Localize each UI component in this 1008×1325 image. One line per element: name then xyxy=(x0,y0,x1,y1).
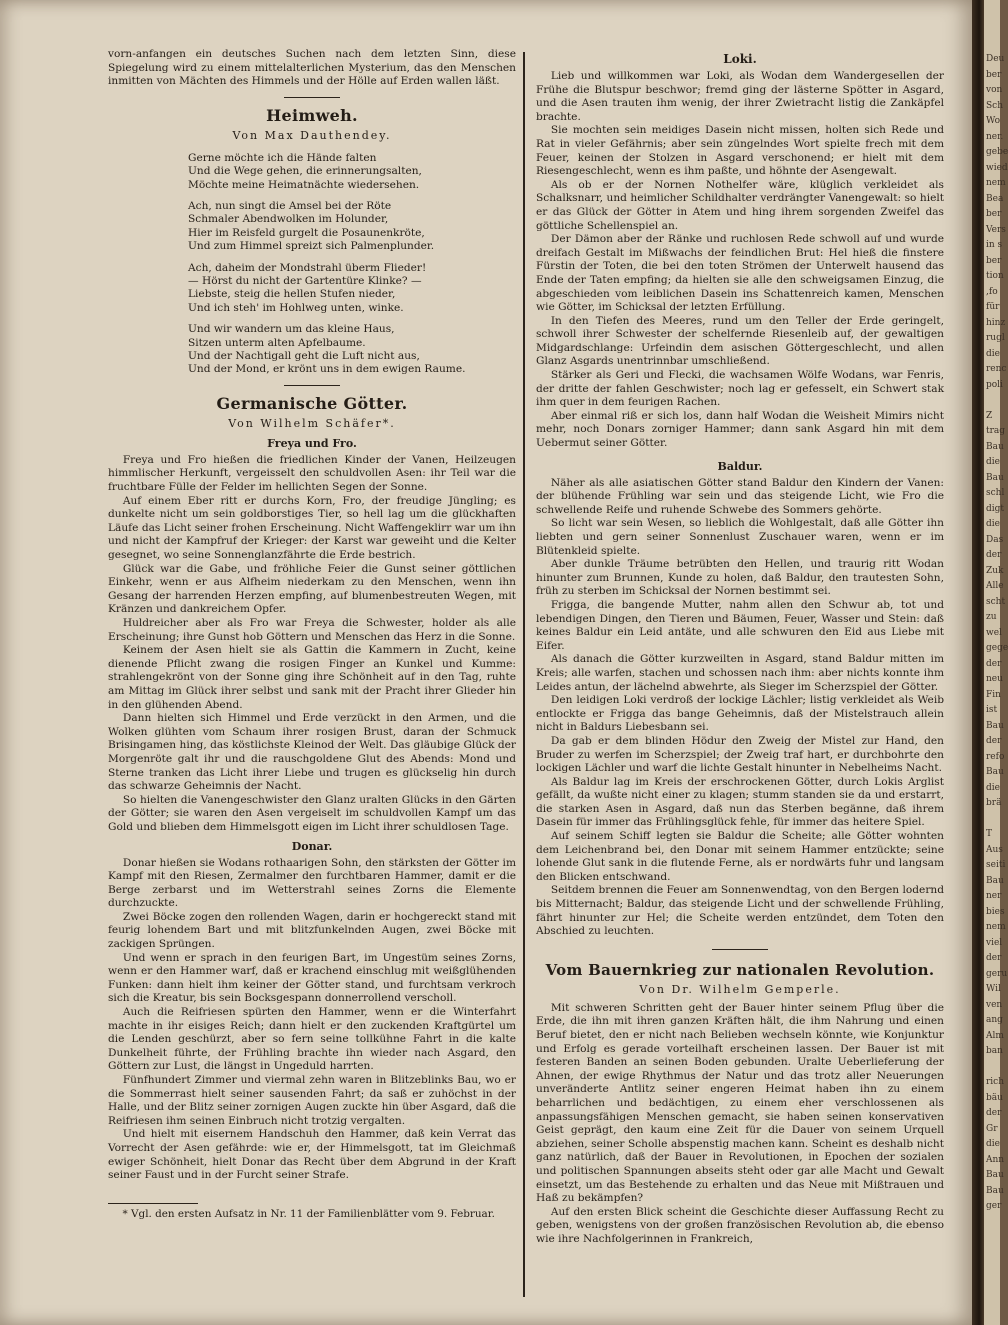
paragraph: Da gab er dem blinden Hödur den Zweig der Mistel zur Hand, den Bruder zu werfen im Scherzspiel; der Zweig traf hart, er durchbohrte den lockigen Lächler und warf die lichte Gestalt hinunter in Nebelheims Nacht. xyxy=(536,734,944,775)
fragment-line: ber xyxy=(986,69,1002,80)
poem-stanza xyxy=(188,200,516,254)
paragraph: Den leidigen Loki verdroß der lockige Lächler; listig verkleidet als Weib entlockte er Frigga das bange Geheimnis, daß der Mistelstrauch allein nicht in Baldurs Liebesbann sei. xyxy=(536,694,944,734)
fragment-line: Bau xyxy=(986,472,1004,483)
fragment-line: rich xyxy=(986,1077,1005,1087)
bauern-text xyxy=(536,1002,944,1247)
fragment-line: ber xyxy=(986,209,1002,219)
paragraph: Mit schweren Schritten geht der Bauer hinter seinem Pflug über die Erde, die ihn mit ihren ganzen Kräften hält, die ihm Nahrung und einen Beruf bietet, den er nicht nach Belieben wechseln könnte, wie Konjunktur und Erfolg es gerade vorteilhaft erscheinen lassen. Der Bauer ist mit festeren Banden an seinen Boden gebunden. Uralte Ueberlieferung der Ahnen, der ewige Rhythmus der Natur und das trotz aller Neuerungen unveränderte Antlitz seiner engeren Heimat haben ihn zu einem beharrlichen und bedächtigen, zu einem eher verschlossenen als anpassungsfähigen Menschen gemacht, sie haben seinen konservativen Geist geprägt, den kaum eine Zeit für die Dauer von seinem Urquell abziehen, seiner Scholle abspenstig machen kann. Scheint es deshalb nicht ganz natürlich, daß der Bauer in Revolutionen, in Epochen der sozialen und politischen Spannungen abseits steht oder gar alle Macht und Gewalt einsetzt, um das Bestehende zu erhalten und das Neue mit Mißtrauen und Haß zu bekämpfen? xyxy=(536,1001,944,1205)
fragment-line: Ann xyxy=(986,1154,1005,1165)
fragment-line: gebe xyxy=(986,147,1008,157)
section-rule xyxy=(284,97,340,98)
poem-line: Ach, daheim der Mondstrahl überm Flieder! xyxy=(188,261,427,274)
fragment-line: der xyxy=(986,550,1002,560)
poem-line: Liebste, steig die hellen Stufen nieder, xyxy=(188,288,396,301)
fragment-line: scht xyxy=(986,596,1006,607)
paragraph: Stärker als Geri und Flecki, die wachsamen Wölfe Wodans, war Fenris, der dritte der fahlen Geschwister; noch lag er gefesselt, ein Schwert stak ihm quer in dem feurigen Rachen. xyxy=(536,369,944,409)
fragment-line: Wil xyxy=(986,984,1001,994)
poem-line: Und der Nachtigall geht die Luft nicht aus, xyxy=(188,350,420,363)
fragment-line: die xyxy=(986,457,1000,467)
goetter-title: Germanische Götter. xyxy=(216,393,408,413)
fragment-line: nem xyxy=(986,178,1006,188)
paragraph: Näher als alle asiatischen Götter stand Baldur den Kindern der Vanen: der blühende Frühling war sein und das steigende Licht, wie Fro die schwellende Reife und ruhende Schwebe des Sommers gehörte. xyxy=(536,476,944,516)
poem-line: Hier im Reisfeld gurgelt die Posaunenkröte, xyxy=(188,226,425,239)
fragment-line: Das xyxy=(986,534,1004,545)
heimweh-poem xyxy=(188,152,516,377)
fragment-line: Bea xyxy=(986,193,1004,204)
heimweh-title: Heimweh. xyxy=(266,105,358,125)
fragment-line: der xyxy=(986,953,1002,963)
paragraph: Sie mochten sein meidiges Dasein nicht missen, holten sich Rede und Rat in vieler Gefährnis; aber sein züngelndes Wort spielte frech mit dem Feuer, keinen der Stolzen in Asgard verschonend; er hielt mit dem Riesengeschlecht, wenn es ihm paßte, und höhnte der Asengewalt. xyxy=(536,124,944,178)
fragment-line: ist xyxy=(986,705,998,715)
fragment-line: ban xyxy=(986,1046,1003,1056)
paragraph: Freya und Fro hießen die friedlichen Kinder der Vanen, Heilzeugen himmlischer Herkunft, vergeisselt den schuldvollen Asen: ihr Teil war die fruchtbare Fülle der Felder im hellichten Segen der Sonne. xyxy=(108,453,516,494)
fragment-line: Vers xyxy=(986,224,1006,235)
fragment-line: rugl xyxy=(986,333,1005,343)
fragment-line: digt xyxy=(986,503,1005,514)
paragraph: Zwei Böcke zogen den rollenden Wagen, darin er hochgereckt stand mit feurig lohendem Bart und mit blitzfunkelnden Augen, zwei Böcke mit zackigen Sprüngen. xyxy=(108,910,516,951)
fragment-line: ber xyxy=(986,255,1002,266)
paragraph: Auf den ersten Blick scheint die Geschichte dieser Auffassung Recht zu geben, wenigstens von der großen französischen Revolution ab, die ebenso wie ihre Nachfolgerinnen in Frankreich, xyxy=(536,1205,944,1245)
poem-line: — Hörst du nicht der Gartentüre Klinke? — xyxy=(188,275,422,288)
freya-text xyxy=(108,454,516,835)
paragraph: So hielten die Vanengeschwister den Glanz uralten Glücks in den Gärten der Götter; sie waren den Asen vergeiselt im schuldvollen Kampf um das Gold und blieben dem Himmelsgott eigen im Licht ihrer schuldlosen Tage. xyxy=(108,793,516,833)
fragment-line: Deu xyxy=(986,54,1005,64)
fragment-line: brä xyxy=(986,798,1002,808)
paragraph: Auf seinem Schiff legten sie Baldur die Scheite; alle Götter wohnten dem Leichenbrand bei, den Donar mit seinem Hammer entzückte; seine lohende Glut sank in die flutende Ferne, als er nordwärts fuhr und langsam den Blicken entschwand. xyxy=(536,830,944,883)
paragraph: So licht war sein Wesen, so lieblich die Wohlgestalt, daß alle Götter ihn liebten und gern seiner Sonnenlust Zuschauer waren, wenn er im Blütenkleid spielte. xyxy=(536,517,944,557)
fragment-line: für xyxy=(986,302,1000,312)
fragment-line: T xyxy=(986,829,993,839)
fragment-line: von xyxy=(986,85,1003,95)
column-divider xyxy=(523,52,525,1297)
fragment-line: neu xyxy=(986,674,1003,684)
baldur-heading: Baldur. xyxy=(717,459,763,473)
fragment-line: gege xyxy=(986,643,1008,653)
footnote-rule xyxy=(108,1203,198,1204)
paragraph: Frigga, die bangende Mutter, nahm allen den Schwur ab, tot und lebendigen Dingen, den Tieren und Bäumen, Feuer, Wasser und Stein: daß keines Baldur ein Leid antäte, und alle schwuren den Eid aus Liebe mit Eifer. xyxy=(536,598,944,652)
fragment-line xyxy=(986,393,1000,409)
fragment-line: wied xyxy=(986,162,1008,173)
fragment-line: die xyxy=(986,348,1000,359)
paragraph: Fünfhundert Zimmer und viermal zehn waren in Blitzeblinks Bau, wo er die Sommerrast hielt seiner sausenden Fahrt; da saß er zuhöchst in der Halle, und der Blitz seiner zornigen Augen zuckte hin über Asgard, daß die Reifriesen ihm seinen Einbruch nicht trotzig vergalten. xyxy=(108,1074,516,1127)
fragment-line: Fin xyxy=(986,689,1001,700)
fragment-line: geru xyxy=(986,968,1008,979)
fragment-line: Bau xyxy=(986,1185,1004,1196)
freya-heading: Freya und Fro. xyxy=(267,436,357,450)
fragment-line: die xyxy=(986,782,1000,793)
fragment-line: die xyxy=(986,1139,1000,1149)
left-column xyxy=(108,48,516,1221)
fragment-line: schl xyxy=(986,488,1005,498)
section-rule xyxy=(284,385,340,386)
paragraph: Huldreicher aber als Fro war Freya die Schwester, holder als alle Erscheinung; ihre Gunst hob Göttern und Menschen das Herz in die Sonne. xyxy=(108,617,516,643)
fragment-line: wel xyxy=(986,627,1002,638)
paragraph: Lieb und willkommen war Loki, als Wodan dem Wandergesellen der Frühe die Blutspur beschwor; fremd ging der lästerne Spötter in Asgard, und die Asen trauten ihm wenig, der ihrer Zwietracht listig die Zankäpfel brachte. xyxy=(536,70,944,123)
fragment-line: Zuk xyxy=(986,565,1004,576)
donar-heading: Donar. xyxy=(291,839,333,853)
fragment-line: Bau xyxy=(986,441,1004,452)
footnote-text: * Vgl. den ersten Aufsatz in Nr. 11 der Familienblätter vom 9. Februar. xyxy=(122,1207,495,1220)
poem-line: Schmaler Abendwolken im Holunder, xyxy=(188,213,389,226)
footnote xyxy=(108,1203,516,1222)
bauern-title: Vom Bauernkrieg zur nationalen Revolution. xyxy=(545,960,935,979)
fragment-line: hinz xyxy=(986,317,1006,328)
right-column xyxy=(536,48,944,1247)
fragment-line: der xyxy=(986,736,1002,746)
fragment-line: Gr xyxy=(986,1123,998,1134)
paragraph: Aber dunkle Träume betrübten den Hellen, und traurig ritt Wodan hinunter zum Brunnen, Kunde zu holen, daß Baldur, den trautesten Sohn, früh zu sterben im Schicksal der Nornen bestimmt sei. xyxy=(536,558,944,598)
fragment-line: die xyxy=(986,519,1000,529)
fragment-line: der xyxy=(986,1108,1002,1118)
poem-stanza xyxy=(188,152,516,192)
section-rule xyxy=(712,949,768,950)
goetter-byline: Von Wilhelm Schäfer*. xyxy=(228,416,396,430)
heimweh-byline: Von Max Dauthendey. xyxy=(232,128,392,142)
paragraph: Keinem der Asen hielt sie als Gattin die Kammern in Zucht, keine dienende Pflicht zwang die rosigen Finger an Kunkel und Kumme: strahlengekrönt von der Sonne ging ihre Schönheit auf in den Tag, ruhte am Mittag im Glück ihrer selbst und sank mit der Pracht ihrer Glieder hin in den glühenden Abend. xyxy=(108,644,516,711)
fragment-line: Bau xyxy=(986,767,1004,777)
poem-line: Ach, nun singt die Amsel bei der Röte xyxy=(188,200,392,212)
loki-text xyxy=(536,70,944,451)
poem-stanza xyxy=(188,323,516,377)
paragraph: Und hielt mit eisernem Handschuh den Hammer, daß kein Verrat das Vorrecht der Asen gefährde: wie er, der Himmelsgott, tat im Gleichmaß ewiger Schönheit, hielt Donar das Recht über dem Abgrund in der Kraft seiner Faust und in der Furcht seiner Strafe. xyxy=(108,1128,516,1182)
paragraph: In den Tiefen des Meeres, rund um den Teller der Erde geringelt, schwoll ihrer Schwester der schelfernde Riesenleib auf, der gewaltigen Midgardschlange: Urfeindin dem asischen Göttergeschlecht, und allen Glanz Asgards unentrinnbar umschließend. xyxy=(536,314,944,368)
donar-text xyxy=(108,857,516,1183)
paragraph: Aber einmal riß er sich los, dann half Wodan die Weisheit Mimirs nicht mehr, noch Donars zorniger Hammer; dann sank Asgard hin mit dem Uebermut seiner Götter. xyxy=(536,409,944,450)
fragment-line: poli xyxy=(986,379,1003,390)
poem-stanza xyxy=(188,262,516,316)
paragraph: Glück war die Gabe, und fröhliche Feier die Gunst seiner göttlichen Einkehr, wenn er aus Alfheim niederkam zu den Menschen, wenn ihn Gesang der harrenden Herzen empfing, auf blumenbestreuten Wegen, mit Kränzen und dankreichem Opfer. xyxy=(108,562,516,616)
fragment-line: Sch xyxy=(986,100,1004,111)
fragment-line: Alle xyxy=(986,581,1004,591)
fragment-line: Z xyxy=(986,410,993,421)
baldur-text xyxy=(536,477,944,939)
paragraph: Der Dämon aber der Ränke und ruchlosen Rede schwoll auf und wurde dreifach Gestalt im Mißwachs der feindlichen Brut: Hel hieß die finstere Fürstin der Toten, die bei den toten Strömen der Unterwelt hausend das Ende der Taten empfing; da hielten sie alle den schweigsamen Einzug, die abgeschieden vom leiblichen Dasein ins Schattenreich kamen, Menschen wie Götter, im Schicksal der letzten Erfüllung. xyxy=(536,233,944,314)
intro-paragraph: vorn-anfangen ein deutsches Suchen nach dem letzten Sinn, diese Spiegelung wird zu einem mittelalterlichen Mysterium, das den Menschen inmitten von Mächten des Himmels und der Hölle auf Erden wallen läßt. xyxy=(108,48,516,88)
poem-line: Und die Wege gehen, die erinnerungsalten, xyxy=(188,165,422,178)
fragment-line: refo xyxy=(986,751,1005,762)
poem-line: Gerne möchte ich die Hände falten xyxy=(188,151,377,164)
fragment-line: tion xyxy=(986,271,1004,281)
poem-line: Und wir wandern um das kleine Haus, xyxy=(188,323,395,336)
paragraph: Donar hießen sie Wodans rothaarigen Sohn, den stärksten der Götter im Kampf mit den Riesen, Zermalmer den furchtbaren Hammer, damit er die Berge zerbarst und im Wetterstrahl seines Zorns die Elemente durchzuckte. xyxy=(108,856,516,910)
fragment-line: Alm xyxy=(986,1030,1004,1041)
fragment-line: ger xyxy=(986,1201,1002,1211)
paragraph: Als Baldur lag im Kreis der erschrockenen Götter, durch Lokis Arglist gefällt, da wußte nicht einer zu klagen; stumm standen sie da und erstarrt, die starken Asen in Asgard, daß nun das Sterben begänne, daß ihrem Dasein für immer das Frühlingsglück fehle, für immer das heitere Spiel. xyxy=(536,775,944,829)
poem-line: Sitzen unterm alten Apfelbaume. xyxy=(188,336,366,349)
poem-line: Und ich steh' im Hohlweg unten, winke. xyxy=(188,301,404,314)
fragment-line: trag xyxy=(986,426,1006,436)
fragment-line xyxy=(986,1060,1000,1076)
fragment-line: Bau xyxy=(986,875,1004,886)
fragment-line: der xyxy=(986,658,1002,669)
fragment-line: ner. xyxy=(986,131,1004,142)
paragraph: Als ob er der Nornen Nothelfer wäre, klüglich verkleidet als Schalksnarr, und heimlicher Schildhalter verdrängter Vanengewalt: so hielt er das Glück der Götter in Atem und hing ihrem sorgenden Zweifel das göttliche Schellenspiel an. xyxy=(536,178,944,232)
next-page-edge xyxy=(984,0,1008,1325)
fragment-line: Wo xyxy=(986,116,1001,126)
fragment-line: renc xyxy=(986,364,1007,374)
paragraph: Auf einem Eber ritt er durchs Korn, Fro, der freudige Jüngling; es dunkelte nicht um sein goldborstiges Tier, so hell lag um die glückhaften Läufe das Licht seiner frohen Erscheinung. Nicht Waffengeklirr war um ihn und nicht der Kampfruf der Krieger: der Karst war geweiht und die Kelter gesegnet, wo seine Sonnenglanzfährte die Erde bestrich. xyxy=(108,494,516,562)
fragment-line: ang xyxy=(986,1015,1003,1025)
fragment-line: Bau xyxy=(986,1170,1004,1180)
fragment-line: ven xyxy=(986,999,1003,1010)
poem-line: Und der Mond, er krönt uns in dem ewigen Raume. xyxy=(188,363,466,376)
fragment-line: Aus xyxy=(986,844,1003,855)
poem-line: Möchte meine Heimatnächte wiedersehen. xyxy=(188,178,420,191)
paragraph: Als danach die Götter kurzweilten in Asgard, stand Baldur mitten im Kreis; alle warfen, stachen und schossen nach ihm: aber nichts konnte ihm Leides antun, der lächelnd abwehrte, als Sieger im Scherzspiel der Götter. xyxy=(536,653,944,693)
fragment-line: zu xyxy=(986,612,997,622)
fragment-line: bäu xyxy=(986,1092,1003,1103)
poem-line: Und zum Himmel spreizt sich Palmenplunder. xyxy=(188,240,435,253)
fragment-line xyxy=(986,812,1000,828)
book-spine xyxy=(972,0,984,1325)
paragraph: Dann hielten sich Himmel und Erde verzückt in den Armen, und die Wolken glühten vom Schaum ihrer rosigen Brust, daran der Schmuck Brisingamen hing, das köstlichste Kleinod der Welt. Das gläubige Glück der Morgenröte galt ihr und die rauschgoldene Glut des Abends: Mond und Sterne tranken das Licht ihrer Liebe und trugen es glückselig hin durch das schwarze Geheimnis der Nacht. xyxy=(108,712,516,793)
fragment-line: seiti xyxy=(986,860,1006,870)
fragment-line: nem xyxy=(986,922,1006,932)
next-page-fragments xyxy=(984,0,1008,1215)
paragraph: Seitdem brennen die Feuer am Sonnenwendtag, von den Bergen lodernd bis Mitternacht; Baldur, das steigende Licht und der schwellende Frühling, fährt hinunter zur Hel; die Scheite werden entzündet, dem Toten den Abschied zu leuchten. xyxy=(536,884,944,938)
fragment-line: ner xyxy=(986,891,1002,901)
paragraph: Und wenn er sprach in den feurigen Bart, im Ungestüm seines Zorns, wenn er den Hammer warf, daß er krachend einschlug mit weißglühenden Funken: dann hielt ihm keiner der Götter stand, und furchtsam verkroch sich die Kreatur, bis sein Bocksgespann donnerrollend verscholl. xyxy=(108,951,516,1005)
fragment-line: ,fo xyxy=(986,286,998,297)
fragment-line: Bau xyxy=(986,720,1004,731)
bauern-byline: Von Dr. Wilhelm Gemperle. xyxy=(639,982,841,996)
fragment-line: viel xyxy=(986,937,1003,948)
loki-heading: Loki. xyxy=(723,52,757,66)
paragraph: Auch die Reifriesen spürten den Hammer, wenn er die Winterfahrt machte in ihr eisiges Reich; dann hielt er den zuckenden Kraftgürtel um die Lenden geschürzt, aber so fern seine tollkühne Fahrt in die kalte Dunkelheit führte, der Frühling brachte ihn wieder nach Asgard, den Göttern zur Lust, die längst in Ungeduld harrten. xyxy=(108,1006,516,1073)
fragment-line: in s xyxy=(986,240,1003,250)
fragment-line: bies xyxy=(986,906,1005,917)
